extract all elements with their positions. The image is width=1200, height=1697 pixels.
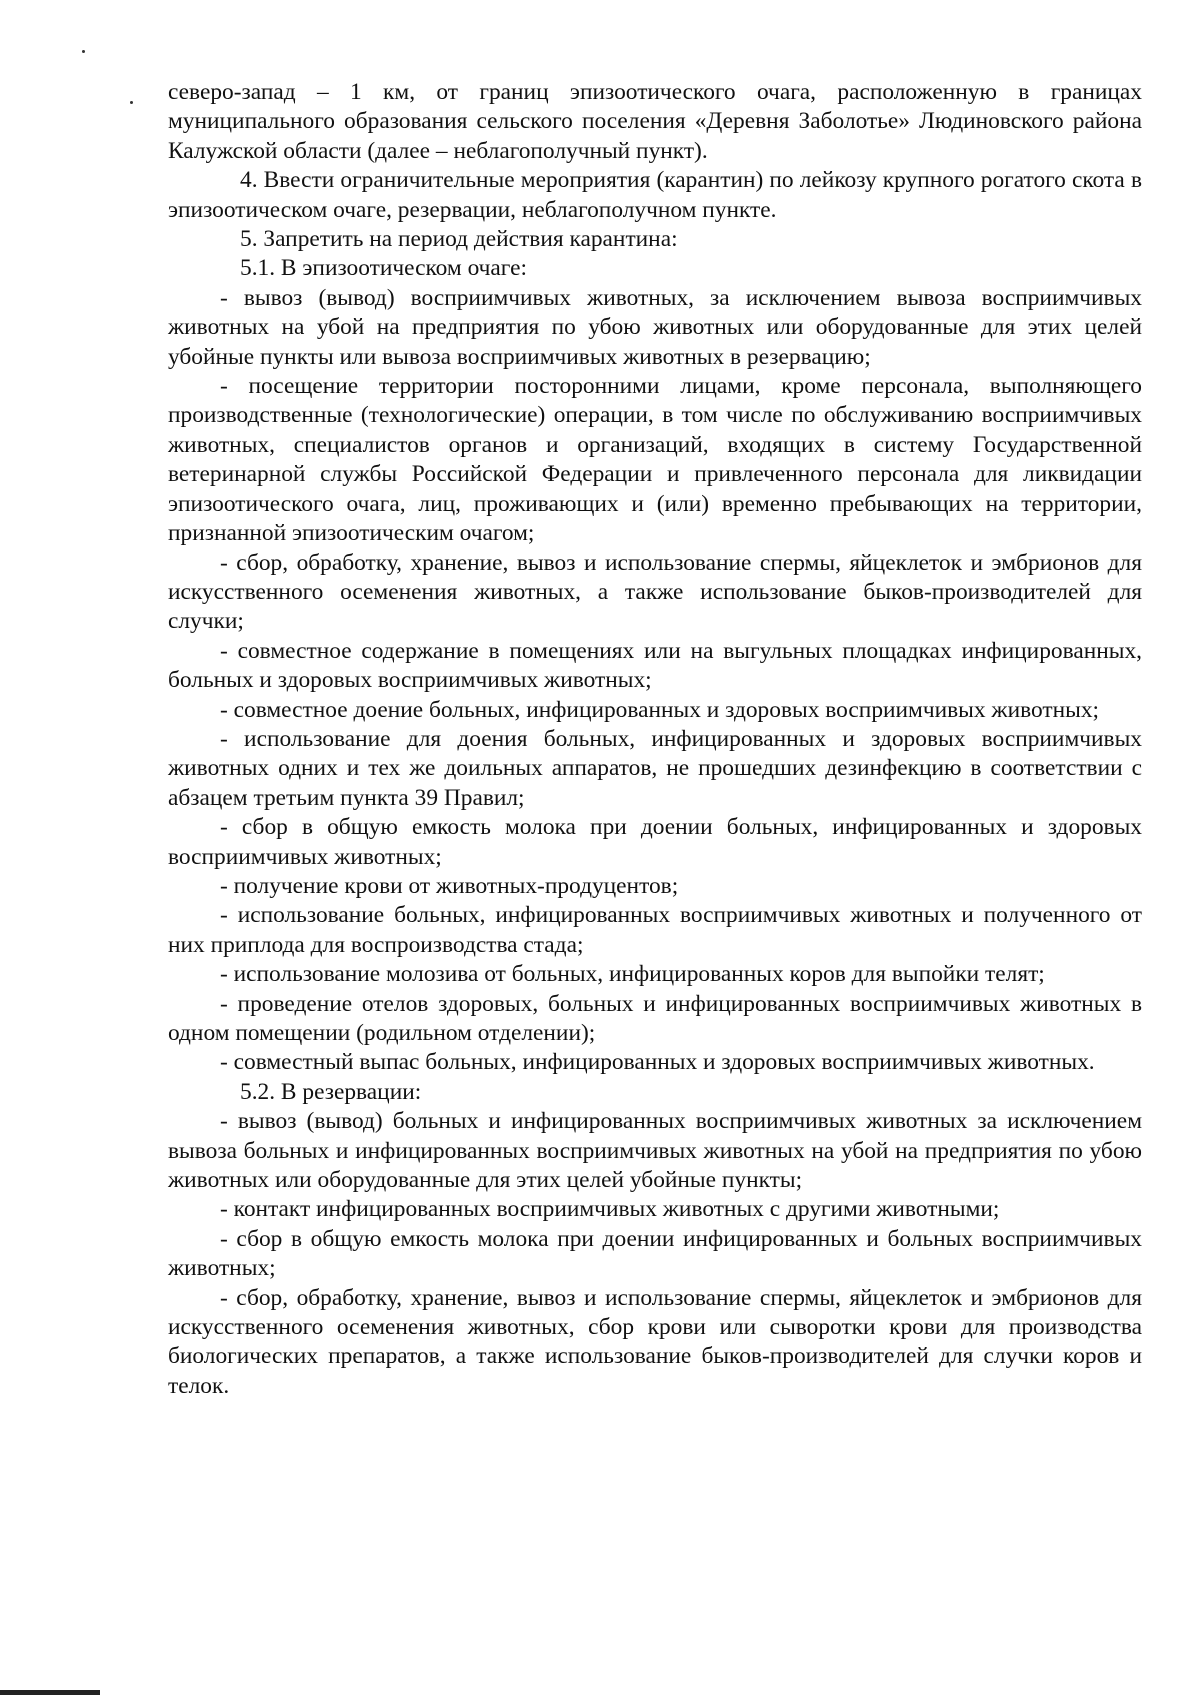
paragraph-item-5-2: 5.2. В резервации:	[240, 1078, 422, 1105]
list-item: - проведение отелов здоровых, больных и инфицированных восприимчивых животных в одном помещении (родильном отделении);	[168, 990, 1142, 1046]
list-item: - совместное доение больных, инфицированных и здоровых восприимчивых животных;	[220, 696, 1100, 723]
paragraph-continuation: северо-запад – 1 км, от границ эпизоотического очага, расположенную в границах муниципального образования сельского поселения «Деревня Заболотье» Людиновского района Калужской области (далее – неблагополучный пункт).	[168, 79, 1142, 164]
document-page	[168, 78, 1142, 1401]
scan-speck	[82, 50, 85, 53]
list-item: - вывоз (вывод) восприимчивых животных, за исключением вывоза восприимчивых животных на убой на предприятия по убою животных или оборудованные для этих целей убойные пункты или вывоза восприимчивых животных в резервацию;	[168, 284, 1142, 370]
list-item: - контакт инфицированных восприимчивых животных с другими животными;	[220, 1196, 1000, 1223]
list-item: - посещение территории посторонними лицами, кроме персонала, выполняющего производственные (технологические) операции, в том числе по обслуживанию восприимчивых животных, специалистов органов и организаций, входящих в систему Государственной ветеринарной службы Российской Федерации и привлеченного персонала для ликвидации эпизоотического очага, лиц, проживающих и (или) временно пребывающих на территории, признанной эпизоотическим очагом;	[168, 373, 1142, 547]
paragraph-item-4: 4. Ввести ограничительные мероприятия (карантин) по лейкозу крупного рогатого скота в эпизоотическом очаге, резервации, неблагополучном пункте.	[168, 167, 1142, 223]
list-item: - сбор в общую емкость молока при доении больных, инфицированных и здоровых восприимчивых животных;	[168, 814, 1142, 870]
list-item: - получение крови от животных-продуцентов;	[220, 872, 679, 899]
footer-rule	[0, 1690, 100, 1695]
list-item: - вывоз (вывод) больных и инфицированных восприимчивых животных за исключением вывоза больных и инфицированных восприимчивых животных на убой на предприятия по убою животных или оборудованные для этих целей убойные пункты;	[168, 1108, 1142, 1194]
list-item: - сбор, обработку, хранение, вывоз и использование спермы, яйцеклеток и эмбрионов для искусственного осеменения животных, сбор крови или сыворотки крови для производства биологических препаратов, а также использование быков-производителей для случки коров и телок.	[168, 1284, 1142, 1399]
list-item: - использование для доения больных, инфицированных и здоровых восприимчивых животных одних и тех же доильных аппаратов, не прошедших дезинфекцию в соответствии с абзацем третьим пункта 39 Правил;	[168, 725, 1142, 811]
paragraph-item-5-1: 5.1. В эпизоотическом очаге:	[240, 255, 527, 282]
paragraph-item-5: 5. Запретить на период действия карантина:	[240, 226, 678, 253]
list-item: - сбор, обработку, хранение, вывоз и использование спермы, яйцеклеток и эмбрионов для искусственного осеменения животных, а также использование быков-производителей для случки;	[168, 549, 1142, 635]
list-item: - использование молозива от больных, инфицированных коров для выпойки телят;	[220, 961, 1045, 988]
list-item: - совместное содержание в помещениях или на выгульных площадках инфицированных, больных и здоровых восприимчивых животных;	[168, 637, 1142, 694]
list-item: - сбор в общую емкость молока при доении инфицированных и больных восприимчивых животных;	[168, 1225, 1142, 1282]
list-item: - использование больных, инфицированных восприимчивых животных и полученного от них приплода для воспроизводства стада;	[168, 902, 1142, 958]
list-item: - совместный выпас больных, инфицированных и здоровых восприимчивых животных.	[220, 1049, 1095, 1076]
scan-speck	[130, 101, 133, 104]
